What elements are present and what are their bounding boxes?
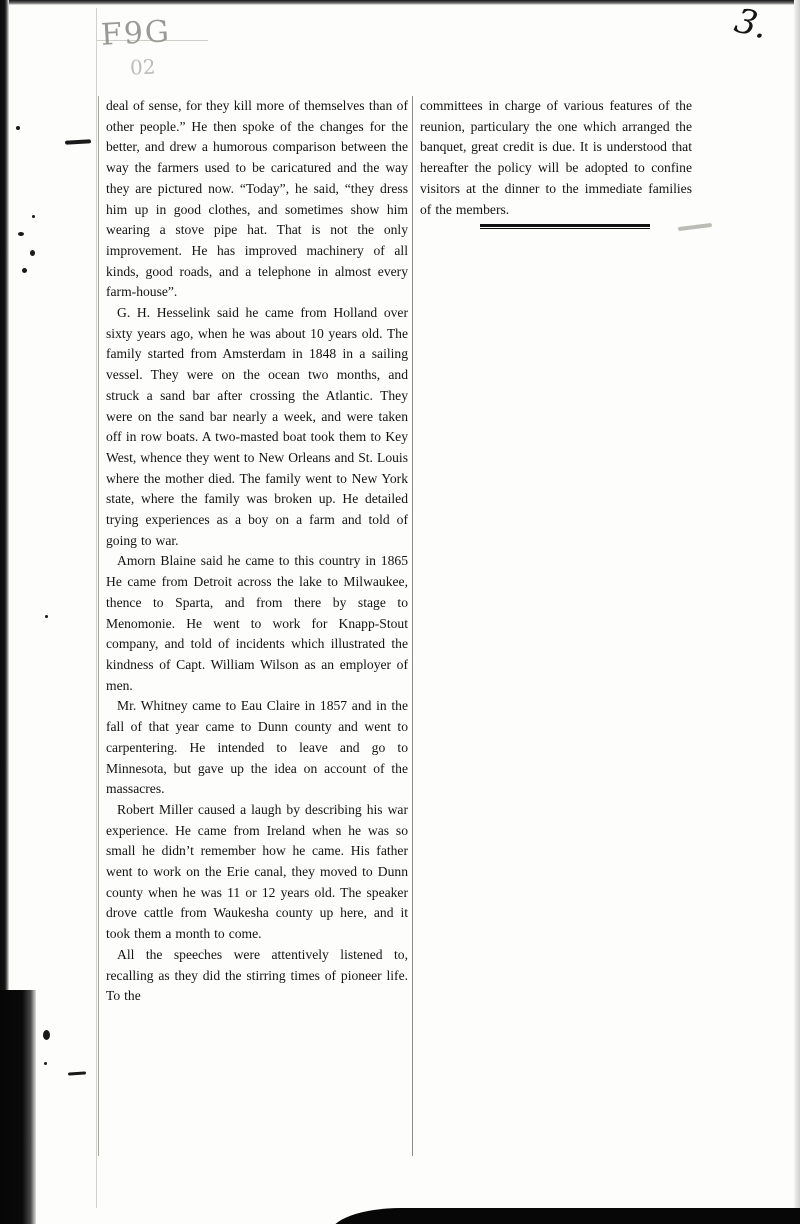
ink-speck (32, 215, 35, 218)
newspaper-clipping (98, 96, 698, 1156)
paragraph-committees: committees in charge of various features of the reunion, particulary the one which arranged the banquet, great credit is due. It is understood that hereafter the policy will be adopted to confine visitors at the dinner to the immediate families of the members. (420, 98, 692, 217)
ink-speck (18, 232, 24, 236)
article-left-column (106, 96, 408, 1007)
scan-edge-top (0, 0, 800, 5)
paragraph-whitney: Mr. Whitney came to Eau Claire in 1857 and in the fall of that year came to Dunn county and went to carpentering. He intended to leave and go to Minnesota, but gave up the idea on account of the massacres. (106, 698, 408, 797)
pencil-dash-mark (68, 1071, 86, 1075)
article-right-column (420, 96, 692, 220)
ink-speck (22, 268, 27, 273)
paragraph-hesselink: G. H. Hesselink said he came from Holland over sixty years ago, when he was about 10 years old. The family started from Amsterdam in 1848 in a sailing vessel. They were on the ocean two months, and struck a sand bar after crossing the Atlantic. They were on the sand bar nearly a week, and were taken off in row boats. A two-masted boat took them to Key West, whence they went to New Orleans and St. Louis where the mother died. The family went to New York state, where the family was broken up. He detailed trying experiences as a boy on a farm and told of going to war. (106, 305, 408, 548)
paragraph-miller: Robert Miller caused a laugh by describing his war experience. He came from Ireland when he was so small he didn’t remember how he came. His father went to work on the Erie canal, they moved to Dunn county when he was 11 or 12 years old. The speaker drove cattle from Waukesha county up here, and it took them a month to come. (106, 801, 408, 942)
paragraph-blaine: Amorn Blaine said he came to this country in 1865 He came from Detroit across the lake to Milwaukee, thence to Sparta, and from there by stage to Menomonie. He went to work for Knapp-Stout company, and told of incidents which illustrated the kindness of Capt. William Wilson as an employer of men. (106, 553, 408, 693)
ink-smudge (678, 223, 712, 231)
ink-speck (44, 1062, 47, 1065)
paragraph-continued: deal of sense, for they kill more of themselves than of other people.” He then spoke of the changes for the better, and drew a humorous comparison between the way the farmers used to be caricatured and the way they are pictured now. “Today”, he said, “they dress him up in good clothes, and sometimes show him wearing a stove pipe hat. That is not the only improvement. He has improved machinery of all kinds, good roads, and a telephone in almost every farm-house”. (106, 98, 408, 300)
handwritten-catalog-mark: F9G (100, 14, 172, 53)
clipping-left-rule (98, 96, 99, 1156)
ink-speck (45, 615, 48, 618)
column-divider-rule (412, 96, 413, 1156)
ink-speck (30, 250, 35, 256)
pencil-dash-mark (65, 139, 91, 144)
scan-edge-right (794, 0, 800, 1224)
scan-edge-left-lower (0, 990, 36, 1224)
paragraph-speeches: All the speeches were attentively listened to, recalling as they did the stirring times of pioneer life. To the (106, 946, 408, 1004)
handwritten-page-number: 3. (730, 0, 772, 48)
mount-sheet-left-rule (96, 8, 97, 1208)
handwritten-subcatalog-mark: 02 (129, 54, 156, 80)
ink-speck (43, 1030, 50, 1040)
article-end-double-rule (480, 224, 650, 230)
scan-edge-bottom (330, 1208, 800, 1224)
ink-speck (16, 126, 20, 130)
